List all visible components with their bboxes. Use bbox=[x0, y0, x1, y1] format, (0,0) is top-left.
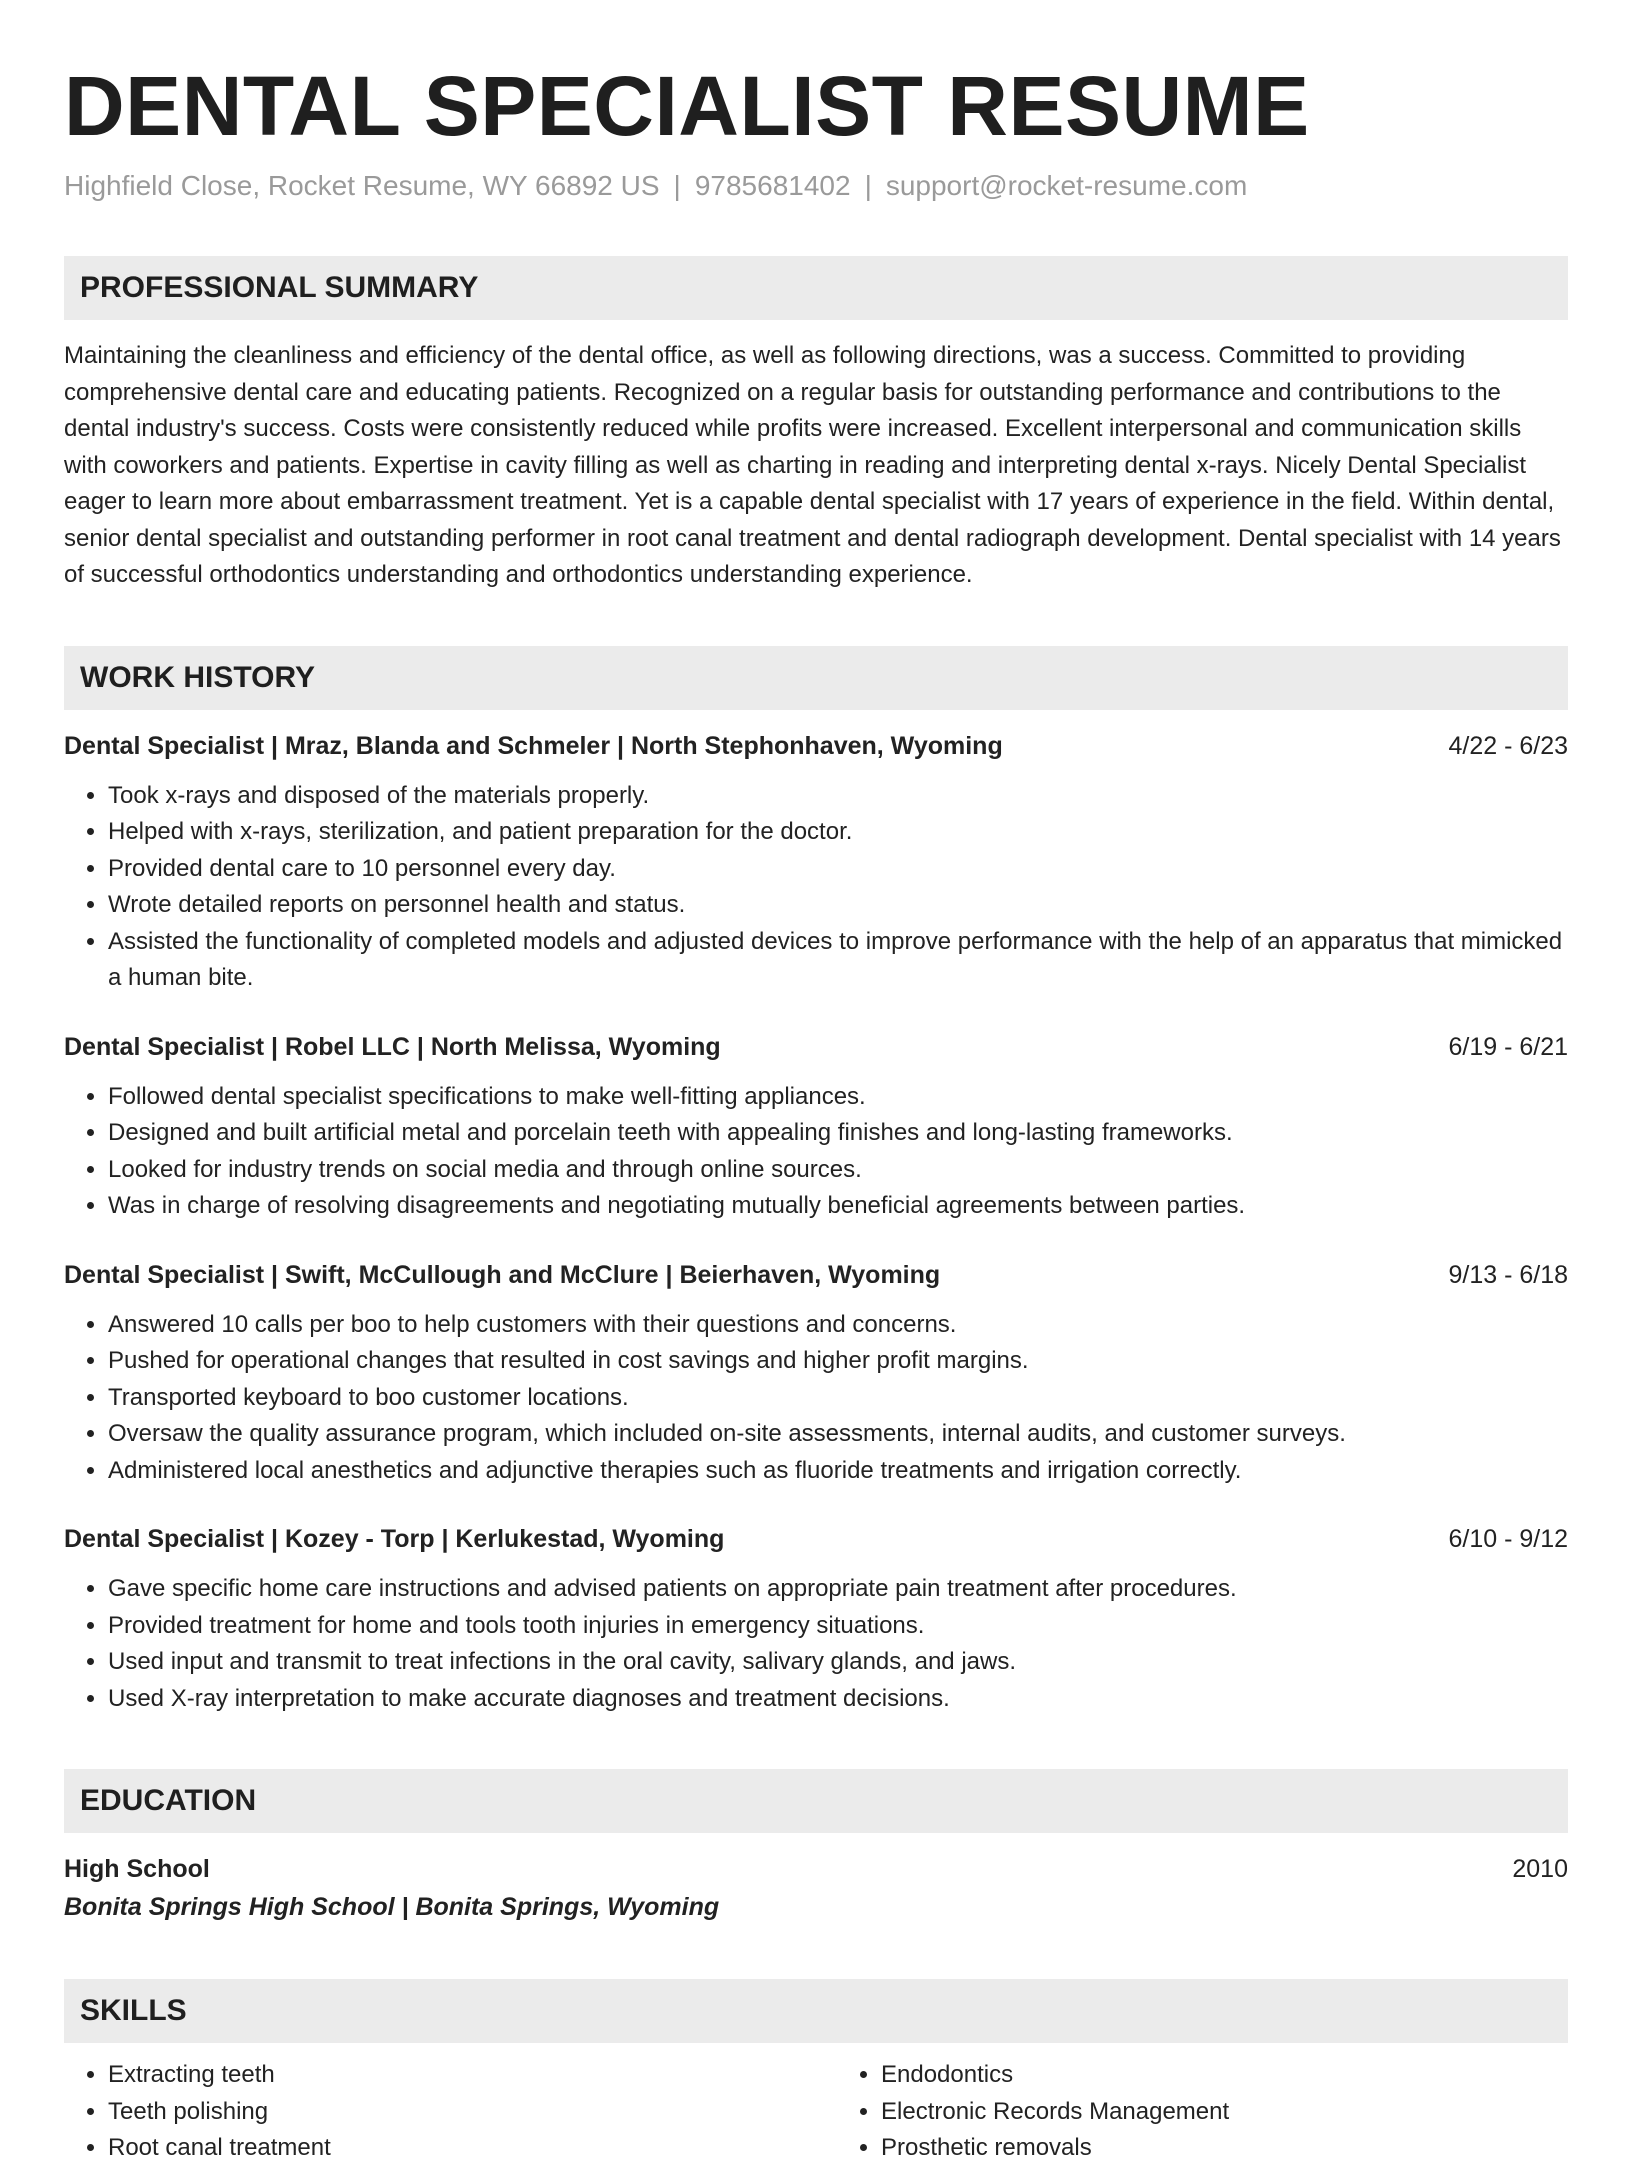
job-bullet: • Administered local anesthetics and adjunctive therapies such as fluoride treatments and irrigation correctly. bbox=[108, 1453, 1568, 1490]
job-bullet: • Assisted the functionality of completed models and adjusted devices to improve performance with the help of an apparatus that mimicked a human bite. bbox=[108, 924, 1568, 997]
summary-text: Maintaining the cleanliness and efficiency of the dental office, as well as following directions, was a success. Committed to providing comprehensive dental care and educating patients. Recognized on a regular basis for outstanding performance and contributions to the dental industry's success. Costs were consistently reduced while profits were increased. Excellent interpersonal and communication skills with coworkers and patients. Expertise in cavity filling as well as charting in reading and interpreting dental x-rays. Nicely Dental Specialist eager to learn more about embarrassment treatment. Yet is a capable dental specialist with 17 years of experience in the field. Within dental, senior dental specialist and outstanding performer in root canal treatment and dental radiograph development. Dental specialist with 14 years of successful orthodontics understanding and orthodontics understanding experience. bbox=[64, 342, 1561, 588]
summary-heading: PROFESSIONAL SUMMARY bbox=[64, 256, 1568, 320]
skill-item: • Prosthetic removals bbox=[881, 2130, 1568, 2167]
job-bullet: • Wrote detailed reports on personnel health and status. bbox=[108, 887, 1568, 924]
resume-title: DENTAL SPECIALIST RESUME bbox=[64, 59, 1310, 153]
job-bullet: • Took x-rays and disposed of the materials properly. bbox=[108, 778, 1568, 815]
job-bullet: • Designed and built artificial metal and porcelain teeth with appealing finishes and long-lasting frameworks. bbox=[108, 1115, 1568, 1152]
education-degree: High School bbox=[64, 1855, 210, 1883]
skill-item: • Endodontics bbox=[881, 2057, 1568, 2094]
job-bullets bbox=[64, 778, 1568, 997]
contact-separator: | bbox=[673, 170, 681, 201]
job-bullet: • Answered 10 calls per boo to help customers with their questions and concerns. bbox=[108, 1307, 1568, 1344]
work-history-list bbox=[64, 728, 1568, 1718]
contact-email: support@rocket-resume.com bbox=[885, 170, 1248, 201]
job-bullet: • Looked for industry trends on social media and through online sources. bbox=[108, 1152, 1568, 1189]
job-title: Dental Specialist | Kozey - Torp | Kerlukestad, Wyoming bbox=[64, 1525, 725, 1553]
job-bullet: • Pushed for operational changes that resulted in cost savings and higher profit margins. bbox=[108, 1343, 1568, 1380]
job-dates: 6/10 - 9/12 bbox=[1448, 1525, 1568, 1553]
contact-address: Highfield Close, Rocket Resume, WY 66892 US bbox=[64, 170, 660, 201]
education-heading: EDUCATION bbox=[64, 1769, 1568, 1833]
job-bullet: • Transported keyboard to boo customer locations. bbox=[108, 1380, 1568, 1417]
skill-item: • Electronic Records Management bbox=[881, 2094, 1568, 2131]
resume-page bbox=[64, 56, 1568, 2167]
job-bullet: • Used X-ray interpretation to make accurate diagnoses and treatment decisions. bbox=[108, 1681, 1568, 1718]
contact-phone: 9785681402 bbox=[694, 170, 851, 201]
job-bullet: • Was in charge of resolving disagreements and negotiating mutually beneficial agreements between parties. bbox=[108, 1188, 1568, 1225]
job-title: Dental Specialist | Swift, McCullough and McClure | Beierhaven, Wyoming bbox=[64, 1260, 941, 1289]
job-entry bbox=[64, 1257, 1568, 1490]
job-bullet: • Helped with x-rays, sterilization, and patient preparation for the doctor. bbox=[108, 814, 1568, 851]
work-history-heading: WORK HISTORY bbox=[64, 646, 1568, 710]
skills-heading: SKILLS bbox=[64, 1979, 1568, 2043]
skill-item: • Root canal treatment bbox=[108, 2130, 795, 2167]
job-bullet: • Oversaw the quality assurance program, which included on-site assessments, internal audits, and customer surveys. bbox=[108, 1416, 1568, 1453]
skill-item: • Extracting teeth bbox=[108, 2057, 795, 2094]
job-entry bbox=[64, 1521, 1568, 1717]
education-entry bbox=[64, 1851, 1568, 1927]
job-bullet: • Provided treatment for home and tools tooth injuries in emergency situations. bbox=[108, 1608, 1568, 1645]
job-bullets bbox=[64, 1079, 1568, 1225]
job-bullets bbox=[64, 1571, 1568, 1717]
job-title: Dental Specialist | Mraz, Blanda and Schmeler | North Stephonhaven, Wyoming bbox=[64, 731, 1003, 760]
job-entry bbox=[64, 1029, 1568, 1225]
job-bullet: • Gave specific home care instructions and advised patients on appropriate pain treatment after procedures. bbox=[108, 1571, 1568, 1608]
education-year: 2010 bbox=[1512, 1855, 1568, 1883]
job-bullet: • Used input and transmit to treat infections in the oral cavity, salivary glands, and jaws. bbox=[108, 1644, 1568, 1681]
skill-item: • Teeth polishing bbox=[108, 2094, 795, 2131]
job-entry bbox=[64, 728, 1568, 997]
job-dates: 4/22 - 6/23 bbox=[1448, 731, 1568, 760]
contact-line bbox=[64, 168, 1568, 204]
job-bullets bbox=[64, 1307, 1568, 1490]
contact-separator: | bbox=[864, 170, 872, 201]
job-bullet: • Followed dental specialist specifications to make well-fitting appliances. bbox=[108, 1079, 1568, 1116]
job-dates: 6/19 - 6/21 bbox=[1448, 1032, 1568, 1061]
job-bullet: • Provided dental care to 10 personnel every day. bbox=[108, 851, 1568, 888]
education-school: Bonita Springs High School | Bonita Springs, Wyoming bbox=[64, 1893, 720, 1921]
job-dates: 9/13 - 6/18 bbox=[1448, 1260, 1568, 1289]
job-title: Dental Specialist | Robel LLC | North Melissa, Wyoming bbox=[64, 1032, 721, 1061]
